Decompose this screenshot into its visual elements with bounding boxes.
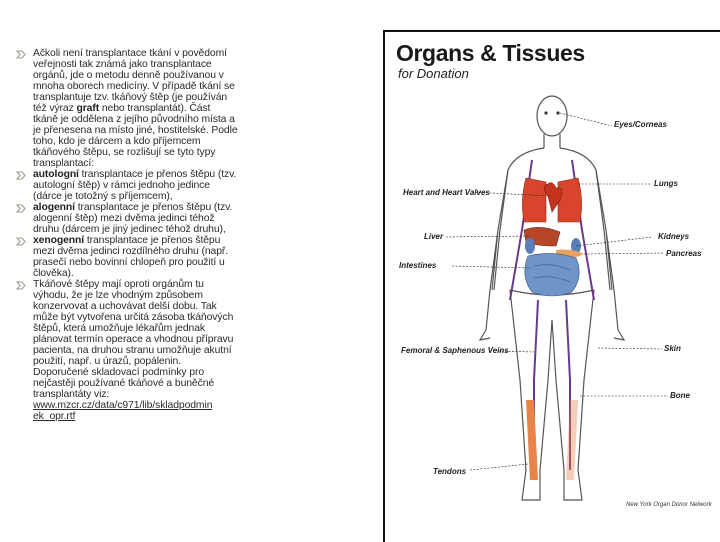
document-link[interactable]: www.mzcr.cz/data/c971/lib/skladpodmin ek_opr.rtf: [33, 400, 213, 422]
figure-credit: New York Organ Donor Network: [626, 502, 712, 508]
bullet-text: nebo transplantát). Část tkáně je oddělena z jejího původního místa a je přenesena na místo jiné, hostitelské. Podle toho, kdo je dárcem a kdo příjemcem tkáňového štěpu, se rozlišují se tyto typy transplantací:: [33, 103, 238, 169]
label-tendons: Tendons: [433, 467, 467, 476]
figure-subtitle: for Donation: [398, 66, 469, 81]
label-liver: Liver: [424, 232, 444, 241]
bold-term: alogenní: [33, 202, 75, 213]
label-heart: Heart and Heart Valves: [403, 188, 490, 197]
bullet-text: Tkáňové štěpy mají oproti orgánům tu výhodu, že je lze vhodným způsobem konzervovat a uchovávat delší dobu. Tak může být vytvořena určitá zásoba tkáňových štěpů, která umožňuje lékařům jednak plánovat termín operace a vhodnou přípravu pacienta, na druhou stranu umožňuje akutní použití, např. u úrazů, popálenin. Doporučené skladovací podmínky pro nejčastěji používané tkáňové a buněčné transplantáty viz:: [33, 279, 234, 400]
label-lungs: Lungs: [654, 179, 678, 188]
bold-term: xenogenní: [33, 235, 85, 246]
bold-term: graft: [76, 103, 100, 114]
label-intestines: Intestines: [399, 261, 437, 270]
label-veins: Femoral & Saphenous Veins: [401, 346, 509, 355]
bullet-text: transplantace je přenos štěpu (tzv. alogenní štěp) mezi dvěma jedinci téhož druhu (dárcem je jiný jedinec téhož druhu),: [33, 202, 233, 235]
label-eyes: Eyes/Corneas: [614, 120, 667, 129]
label-pancreas: Pancreas: [666, 249, 702, 258]
figure-title: Organs & Tissues: [396, 40, 585, 66]
bold-term: autologní: [33, 169, 79, 180]
label-kidneys: Kidneys: [658, 232, 690, 241]
bullet-text: transplantace je přenos štěpu (tzv. autologní štěp) v rámci jednoho jedince (dárce je totožný s příjemcem),: [33, 169, 237, 202]
label-skin: Skin: [664, 344, 681, 353]
bullet-text: transplantace je přenos štěpu mezi dvěma jedinci rozdílného druhu (např. prasečí nebo bovinní chlopeň pro použití u člověka).: [33, 235, 229, 279]
label-bone: Bone: [670, 391, 690, 400]
bullet-text: Ačkoli není transplantace tkání v povědomí veřejnosti tak známá jako transplantace orgánů, jde o metodu denně používanou v mnoha oborech medicíny. V případě tkání se transplantuje tzv. tkáňový štěp (je používán též výraz: [33, 48, 235, 114]
